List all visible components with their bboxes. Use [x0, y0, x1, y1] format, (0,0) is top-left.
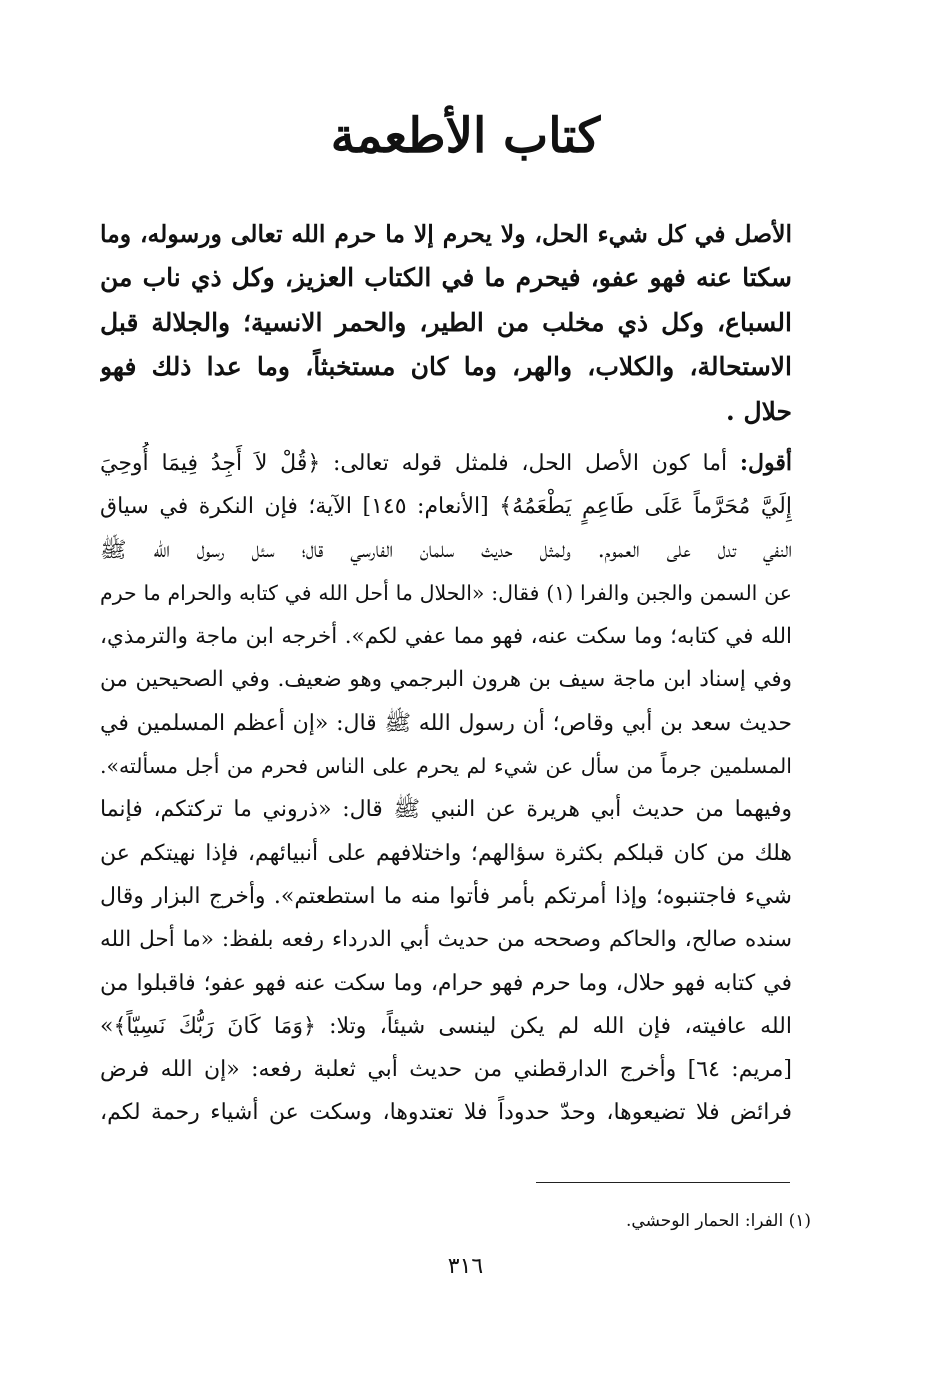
- commentary-line: الله عافيته، فإن الله لم يكن لينسى شيئاً، وتلا: ﴿وَمَا كَانَ رَبُّكَ نَسِيّاً﴾»: [100, 1013, 792, 1039]
- commentary-line: شيء فاجتنبوه؛ وإذا أمرتكم بأمر فأتوا منه ما استطعتم». وأخرج البزار وقال: [100, 883, 792, 909]
- commentary-line: هلك من كان قبلكم بكثرة سؤالهم؛ واختلافهم على أنبيائهم، فإذا نهيتكم عن: [100, 840, 792, 866]
- footnote: (١) الفرا: الحمار الوحشي.: [626, 1211, 811, 1231]
- commentary-block: [100, 442, 792, 1135]
- commentary-line: [مريم: ٦٤] وأخرج الدارقطني من حديث أبي ثعلبة رفعه: «إن الله فرض: [100, 1057, 792, 1083]
- commentary-line: [100, 442, 792, 485]
- commentary-line: في كتابه فهو حلال، وما حرم فهو حرام، وما سكت عنه فهو عفو؛ فاقبلوا من: [100, 970, 792, 996]
- commentary-line: حديث سعد بن أبي وقاص؛ أن رسول الله ﷺ قال: «إن أعظم المسلمين في: [100, 710, 792, 736]
- main-text-line: السباع، وكل ذي مخلب من الطير، والحمر الانسية؛ والجلالة قبل: [100, 307, 792, 337]
- footnote-divider: [536, 1182, 790, 1183]
- main-text-line: حلال .: [726, 396, 792, 426]
- chapter-title: كتاب الأطعمة: [330, 108, 601, 164]
- commentary-line: فرائض فلا تضيعوها، وحدّ حدوداً فلا تعتدوها، وسكت عن أشياء رحمة لكم،: [100, 1100, 792, 1126]
- main-text-block: [100, 212, 792, 434]
- commentary-line: سنده صالح، والحاكم وصححه من حديث أبي الدرداء رفعه بلفظ: «ما أحل الله: [100, 927, 792, 953]
- main-text-line: سكتا عنه فهو عفو، فيحرم ما في الكتاب العزيز، وكل ذي ناب من: [100, 263, 792, 293]
- commentary-opening-word: أقول:: [739, 450, 792, 476]
- page-number: ٣١٦: [447, 1254, 484, 1279]
- main-text-line: الأصل في كل شيء الحل، ولا يحرم إلا ما حرم الله تعالى ورسوله، وما: [100, 220, 792, 248]
- commentary-line: المسلمين جرماً من سأل عن شيء لم يحرم على الناس فحرم من أجل مسألته».: [100, 754, 792, 779]
- commentary-line: الله في كتابه؛ وما سكت عنه، فهو مما عفي لكم». أخرجه ابن ماجة والترمذي،: [100, 624, 792, 650]
- commentary-line: النفي تدل على العموم. ولمثل حديث سلمان الفارسي قال؛ سئل رسول الله ﷺ: [100, 537, 792, 563]
- commentary-first-line-text: أما كون الأصل الحل، فلمثل قوله تعالى: ﴿قُلْ لاَ أَجِدُ فِيمَا أُوحِيَ: [100, 451, 740, 476]
- commentary-line: وفيهما من حديث أبي هريرة عن النبي ﷺ قال: «ذروني ما تركتكم، فإنما: [100, 797, 792, 823]
- commentary-line: إِلَيَّ مُحَرَّماً عَلَى طَاعِمٍ يَطْعَمُهُ﴾ [الأنعام: ١٤٥] الآية؛ فإن النكرة في سياق: [100, 494, 792, 520]
- main-text-line: الاستحالة، والكلاب، والهر، وما كان مستخبثاً، وما عدا ذلك فهو: [100, 352, 792, 382]
- commentary-line: عن السمن والجبن والفرا (١) فقال: «الحلال ما أحل الله في كتابه والحرام ما حرم: [100, 580, 792, 605]
- commentary-line: وفي إسناد ابن ماجة سيف بن هرون البرجمي وهو ضعيف. وفي الصحيحين من: [100, 667, 792, 693]
